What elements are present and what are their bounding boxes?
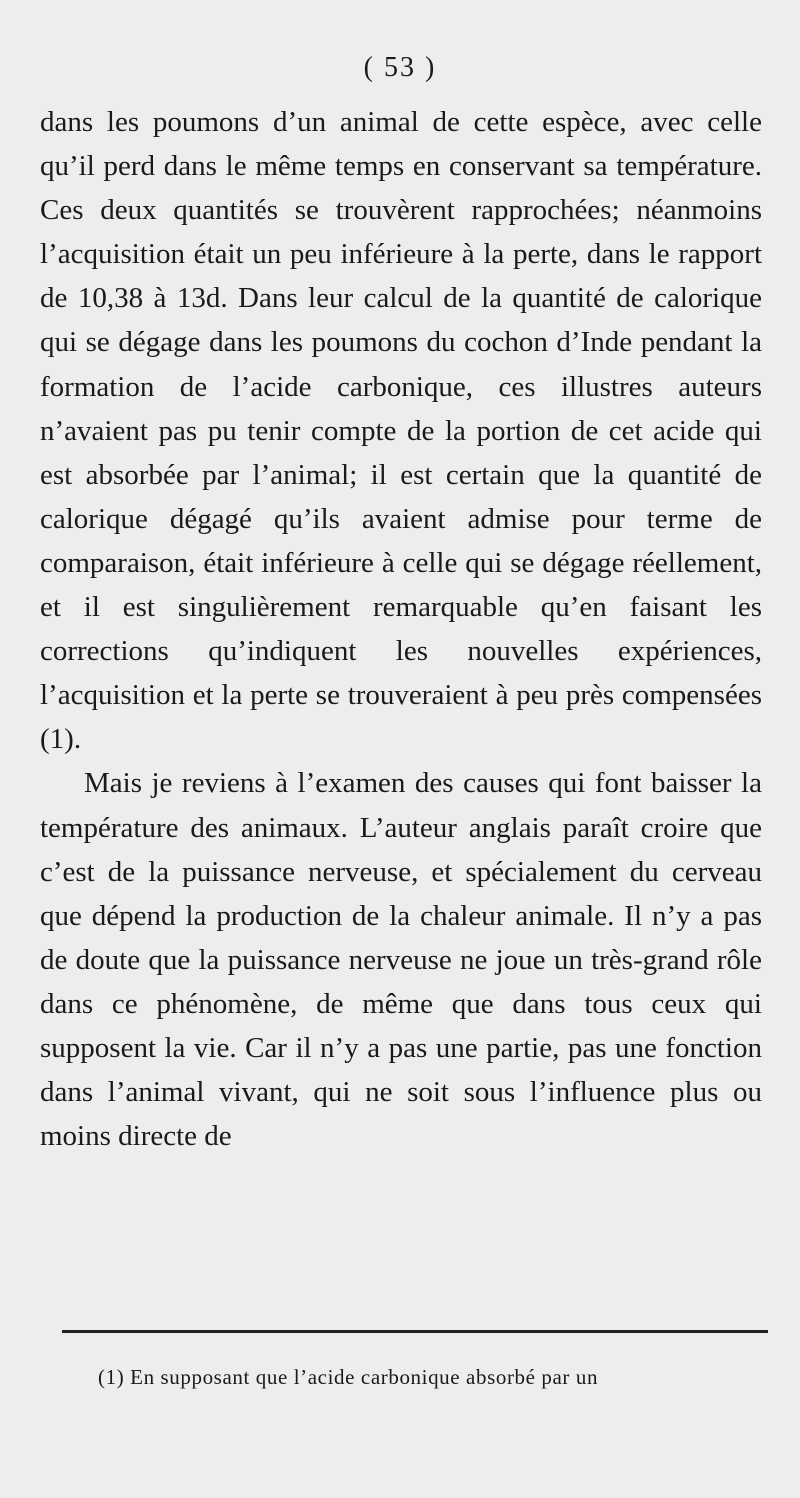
- paragraph-continued: dans les poumons d’un animal de cette espèce, avec celle qu’il perd dans le même temps en conservant sa température. Ces deux quantités se trouvèrent rapprochées; néanmoins l’acquisition était un peu inférieure à la perte, dans le rapport de 10,38 à 13d. Dans leur calcul de la quantité de calorique qui se dégage dans les poumons du cochon d’Inde pendant la formation de l’acide carbonique, ces illustres auteurs n’avaient pas pu tenir compte de la portion de cet acide qui est absorbée par l’animal; il est certain que la quantité de calorique dégagé qu’ils avaient admise pour terme de comparaison, était inférieure à celle qui se dégage réellement, et il est singulièrement remarquable qu’en faisant les corrections qu’indiquent les nouvelles expériences, l’acquisition et la perte se trouveraient à peu près compensées (1).: [40, 106, 762, 756]
- body-text: [40, 100, 762, 1158]
- paragraph: Mais je reviens à l’examen des causes qui font baisser la température des animaux. L’auteur anglais paraît croire que c’est de la puissance nerveuse, et spécialement du cerveau que dépend la production de la chaleur animale. Il n’y a pas de doute que la puissance nerveuse ne joue un très-grand rôle dans ce phénomène, de même que dans tous ceux qui supposent la vie. Car il n’y a pas une partie, pas une fonction dans l’animal vivant, qui ne soit sous l’influence plus ou moins directe de: [40, 767, 762, 1153]
- footnote-divider: [62, 1330, 768, 1333]
- footnote: (1) En supposant que l’acide carbonique absorbé par un: [98, 1365, 599, 1389]
- page-number: ( 53 ): [363, 52, 437, 83]
